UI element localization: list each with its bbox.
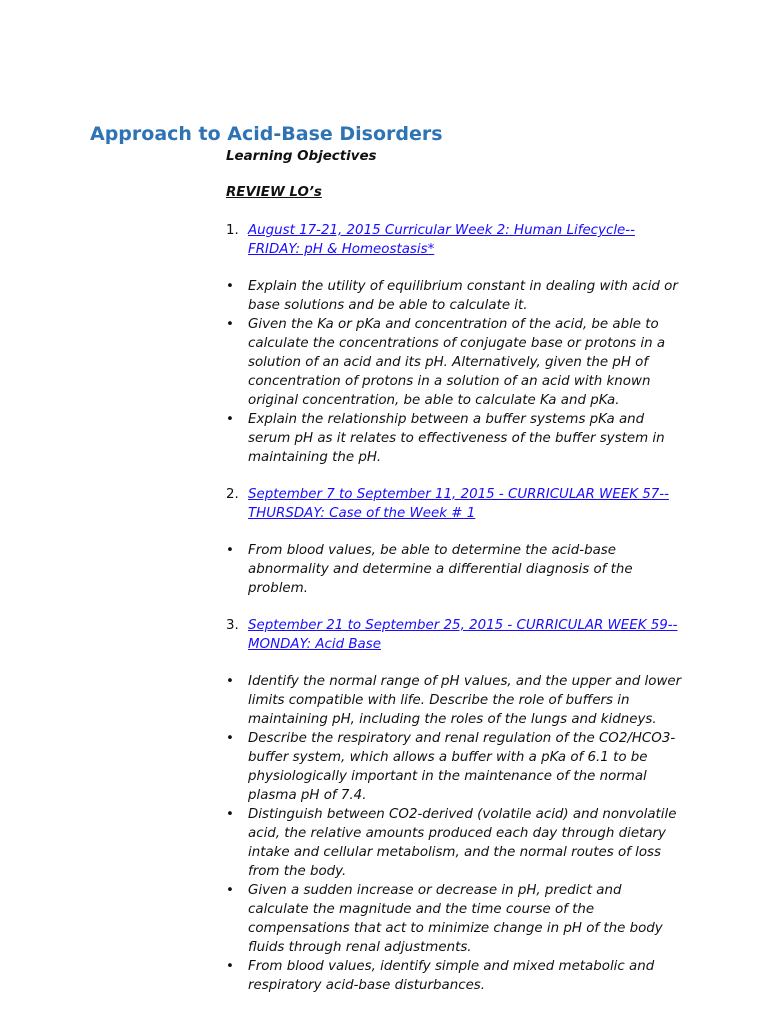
bullet-text: Explain the relationship between a buffer systems pKa and serum pH as it relates to effectiveness of the buffer system in maintaining the pH. xyxy=(248,412,665,465)
objective-section-3 xyxy=(226,616,686,995)
bullet-list xyxy=(226,541,686,598)
bullet-icon: • xyxy=(226,807,234,822)
document-title: Approach to Acid-Base Disorders xyxy=(90,123,443,145)
bullet-icon: • xyxy=(226,279,234,294)
bullet-text: Given the Ka or pKa and concentration of the acid, be able to calculate the concentrations of conjugate base or protons in a solution of an acid and its pH. Alternatively, given the pH of concentration of protons in a solution of an acid with known original concentration, be able to calculate Ka and pKa. xyxy=(248,317,666,408)
curricular-week-57-link[interactable]: September 7 to September 11, 2015 - CURRICULAR WEEK 57--THURSDAY: Case of the Week # 1 xyxy=(248,487,669,521)
objective-section-1 xyxy=(226,221,686,467)
bullet-text: Explain the utility of equilibrium constant in dealing with acid or base solutions and be able to calculate it. xyxy=(248,279,678,313)
list-item xyxy=(226,277,686,315)
objective-section-2 xyxy=(226,485,686,598)
bullet-icon: • xyxy=(226,883,234,898)
bullet-icon: • xyxy=(226,731,234,746)
list-item xyxy=(226,881,686,957)
bullet-icon: • xyxy=(226,674,234,689)
learning-objectives-heading: Learning Objectives xyxy=(226,149,377,164)
list-number: 2. xyxy=(226,487,239,502)
list-item xyxy=(226,541,686,598)
list-item xyxy=(226,315,686,410)
list-item xyxy=(226,410,686,467)
bullet-text: From blood values, identify simple and mixed metabolic and respiratory acid-base disturbances. xyxy=(248,959,655,993)
curricular-week-2-link[interactable]: August 17-21, 2015 Curricular Week 2: Human Lifecycle--FRIDAY: pH & Homeostasis* xyxy=(248,223,635,257)
bullet-text: From blood values, be able to determine the acid-base abnormality and determine a differential diagnosis of the problem. xyxy=(248,543,633,596)
bullet-text: Distinguish between CO2-derived (volatile acid) and nonvolatile acid, the relative amounts produced each day through dietary intake and cellular metabolism, and the normal routes of loss from the body. xyxy=(248,807,677,879)
bullet-icon: • xyxy=(226,543,234,558)
bullet-icon: • xyxy=(226,412,234,427)
list-item xyxy=(226,672,686,729)
numbered-item-3 xyxy=(226,616,686,654)
list-item xyxy=(226,805,686,881)
review-los-heading: REVIEW LO’s xyxy=(226,185,322,200)
list-number: 3. xyxy=(226,618,239,633)
bullet-icon: • xyxy=(226,317,234,332)
numbered-item-2 xyxy=(226,485,686,523)
list-item xyxy=(226,729,686,805)
bullet-text: Identify the normal range of pH values, and the upper and lower limits compatible with life. Describe the role of buffers in maintaining pH, including the roles of the lungs and kidneys. xyxy=(248,674,682,727)
list-number: 1. xyxy=(226,223,239,238)
document-body xyxy=(226,147,686,995)
bullet-list xyxy=(226,277,686,467)
bullet-text: Given a sudden increase or decrease in pH, predict and calculate the magnitude and the time course of the compensations that act to minimize change in pH of the body fluids through renal adjustments. xyxy=(248,883,663,955)
bullet-list xyxy=(226,672,686,995)
bullet-icon: • xyxy=(226,959,234,974)
bullet-text: Describe the respiratory and renal regulation of the CO2/HCO3- buffer system, which allows a buffer with a pKa of 6.1 to be physiologically important in the maintenance of the normal plasma pH of 7.4. xyxy=(248,731,676,803)
numbered-item-1 xyxy=(226,221,686,259)
list-item xyxy=(226,957,686,995)
curricular-week-59-link[interactable]: September 21 to September 25, 2015 - CURRICULAR WEEK 59--MONDAY: Acid Base xyxy=(248,618,678,652)
